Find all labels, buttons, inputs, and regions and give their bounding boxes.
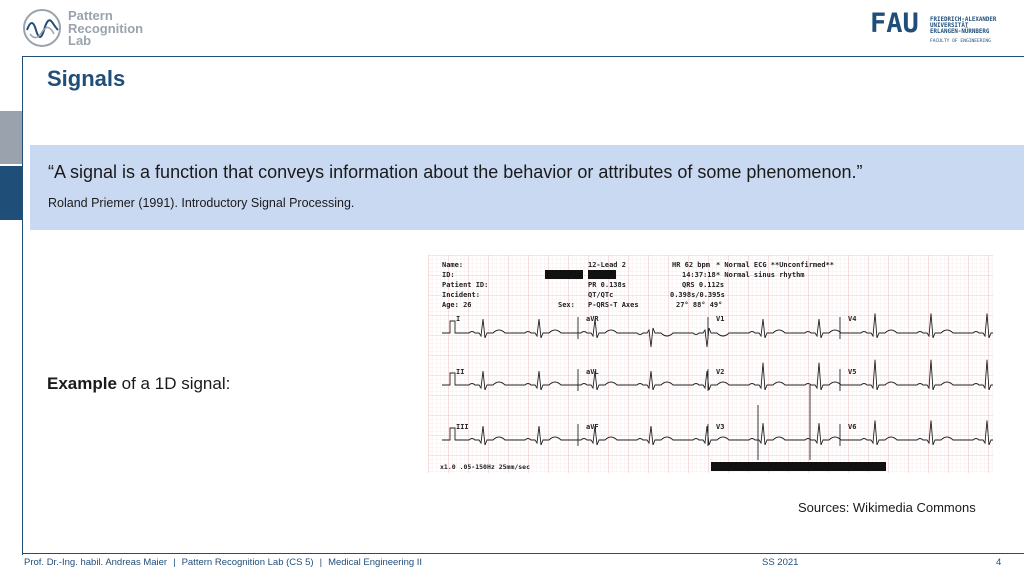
ecg-qrs: QRS 0.112s [682, 281, 725, 289]
lab-logo-text [68, 10, 143, 48]
example-rest: of a 1D signal: [116, 374, 231, 393]
lead-label-aVR: aVR [586, 315, 599, 323]
lead-label-V1: V1 [716, 315, 725, 323]
quote-source: Roland Priemer (1991). Introductory Signal Processing. [48, 196, 355, 210]
ecg-time: 14:37:18 [682, 271, 716, 279]
lead-label-II: II [456, 368, 465, 376]
fau-logo [870, 8, 1004, 48]
ecg-label-sex: Sex: [558, 301, 575, 309]
fau-mark: FAU [870, 8, 919, 39]
redaction-bar-2 [588, 270, 616, 279]
lead-label-V2: V2 [716, 368, 725, 376]
slide-title: Signals [47, 66, 126, 91]
footer-text: Prof. Dr.-Ing. habil. Andreas Maier | Pattern Recognition Lab (CS 5) | Medical Engineering II [24, 557, 423, 568]
footer-course: Medical Engineering II [328, 557, 423, 568]
ecg-label-12lead: 12-Lead 2 [588, 261, 626, 269]
lead-label-I: I [456, 315, 461, 323]
example-bold: Example [47, 374, 117, 393]
lead-label-V4: V4 [848, 315, 857, 323]
lead-label-V3: V3 [716, 423, 725, 431]
ecg-label-incident: Incident: [442, 291, 480, 299]
footer-semester: SS 2021 [762, 557, 799, 568]
redaction-bar-3 [711, 462, 886, 471]
quote-box [30, 145, 1024, 230]
ecg-label-patient-id: Patient ID: [442, 281, 489, 289]
ecg-footer: x1.0 .05-150Hz 25mm/sec [440, 463, 531, 471]
ecg-interp-2: * Normal sinus rhythm [716, 271, 805, 279]
redaction-bar-1 [545, 270, 583, 279]
lab-logo-line-3: Lab [68, 33, 92, 48]
ecg-hr: HR 62 bpm [672, 261, 710, 269]
pattern-recognition-lab-logo-icon [22, 8, 62, 48]
lead-label-V5: V5 [848, 368, 857, 376]
lead-label-V6: V6 [848, 423, 857, 431]
section-marker-dark [0, 166, 22, 220]
left-divider [22, 57, 23, 555]
sources-caption: Sources: Wikimedia Commons [798, 500, 976, 515]
footer-divider [22, 553, 1024, 554]
lead-label-aVL: aVL [586, 368, 599, 376]
quote-text: “A signal is a function that conveys information about the behavior or attributes of some phenomenon.” [48, 162, 863, 182]
lab-logo-line-2: Recognition [68, 20, 144, 36]
ecg-label-axes: P-QRS-T Axes [588, 301, 639, 309]
section-marker-light [0, 111, 22, 164]
lead-label-aVF: aVF [586, 423, 599, 431]
fau-line-4: FACULTY OF ENGINEERING [930, 39, 991, 44]
ecg-label-pr: PR 0.138s [588, 281, 626, 289]
ecg-label-name: Name: [442, 261, 464, 269]
ecg-label-qt: QT/QTc [588, 291, 614, 299]
fau-line-3: ERLANGEN-NÜRNBERG [930, 29, 990, 35]
ecg-label-id: ID: [442, 271, 455, 279]
fau-line-2: UNIVERSITÄT [930, 23, 969, 29]
ecg-interp-1: * Normal ECG **Unconfirmed** [716, 261, 835, 269]
example-caption [47, 374, 230, 394]
ecg-qt-values: 0.398s/0.395s [670, 291, 725, 299]
ecg-image [428, 255, 993, 473]
page-number: 4 [996, 557, 1002, 568]
fau-line-1: FRIEDRICH-ALEXANDER [930, 17, 997, 23]
header-divider [22, 56, 1024, 57]
lead-label-III: III [456, 423, 469, 431]
ecg-label-age: Age: 26 [442, 301, 472, 309]
lab-logo-line-1: Pattern [68, 8, 113, 23]
footer-lab: Pattern Recognition Lab (CS 5) [181, 557, 314, 568]
footer-author: Prof. Dr.-Ing. habil. Andreas Maier [24, 557, 168, 568]
ecg-axes-values: 27° 88° 49° [676, 301, 723, 309]
